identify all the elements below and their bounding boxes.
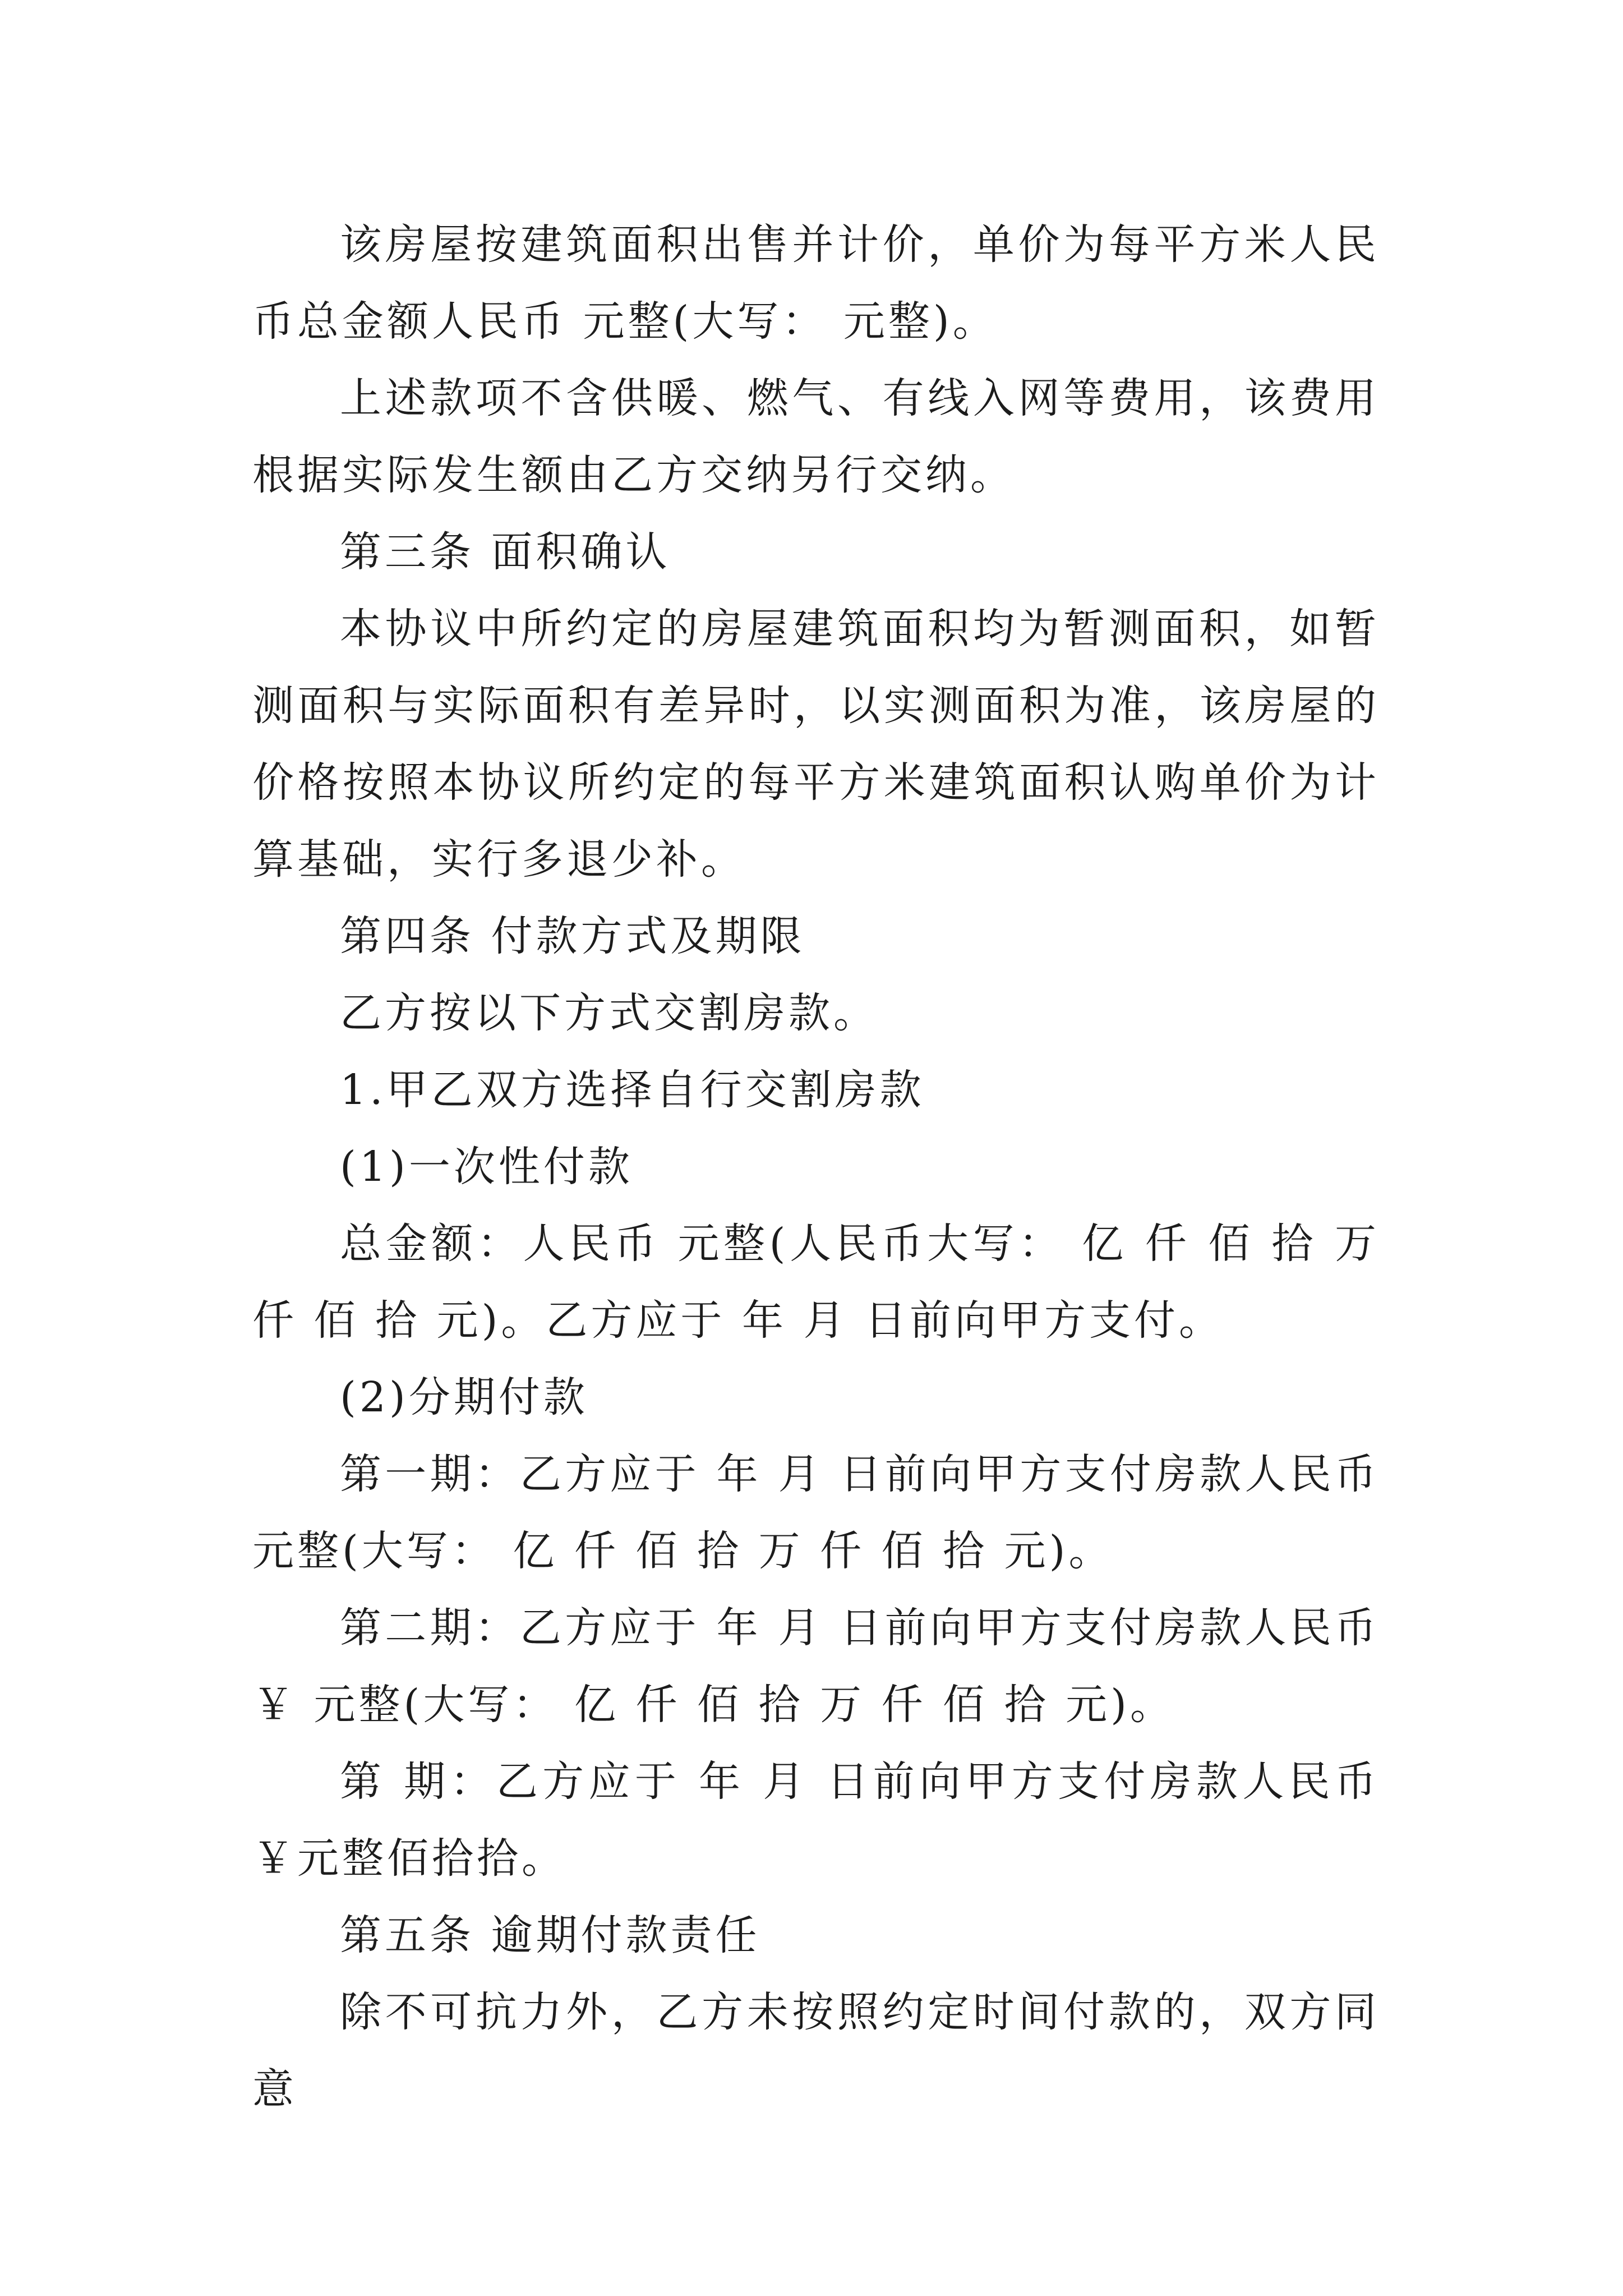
paragraph-unit-price: 该房屋按建筑面积出售并计价，单价为每平方米人民币总金额人民币 元整(大写： 元整)。 (252, 220, 1380, 346)
paragraph-late-payment: 除不可抗力外，乙方未按照约定时间付款的，双方同意 (252, 1988, 1380, 2113)
heading-article-4: 第四条 付款方式及期限 (340, 912, 805, 960)
heading-article-3: 第三条 面积确认 (340, 528, 671, 576)
paragraph-excluded-fees: 上述款项不含供暖、燃气、有线入网等费用，该费用根据实际发生额由乙方交纳另行交纳。 (252, 374, 1380, 499)
paragraph-area-confirmation: 本协议中所约定的房屋建筑面积均为暂测面积，如暂测面积与实际面积有差异时，以实测面积为准，该房屋的价格按照本协议所约定的每平方米建筑面积认购单价为计算基础，实行多退少补。 (252, 605, 1380, 884)
paragraph-lump-sum-heading: (1)一次性付款 (340, 1143, 633, 1191)
contract-body (252, 206, 1396, 2128)
paragraph-installment-heading: (2)分期付款 (340, 1373, 588, 1421)
paragraph-lump-sum-amount: 总金额：人民币 元整(人民币大写： 亿 仟 佰 拾 万 仟 佰 拾 元)。乙方应于 年 月 日前向甲方支付。 (252, 1220, 1396, 1345)
paragraph-installment-n: 第 期：乙方应于 年 月 日前向甲方支付房款人民币￥元整佰拾拾。 (252, 1757, 1380, 1883)
paragraph-installment-1: 第一期：乙方应于 年 月 日前向甲方支付房款人民币元整(大写： 亿 仟 佰 拾 万 仟 佰 拾 元)。 (252, 1450, 1380, 1575)
paragraph-payment-method-intro: 乙方按以下方式交割房款。 (340, 989, 878, 1037)
heading-article-5: 第五条 逾期付款责任 (340, 1911, 760, 1959)
paragraph-installment-2: 第二期：乙方应于 年 月 日前向甲方支付房款人民币￥ 元整(大写： 亿 仟 佰 拾 万 仟 佰 拾 元)。 (252, 1604, 1380, 1729)
paragraph-self-settlement: 1.甲乙双方选择自行交割房款 (340, 1066, 925, 1114)
